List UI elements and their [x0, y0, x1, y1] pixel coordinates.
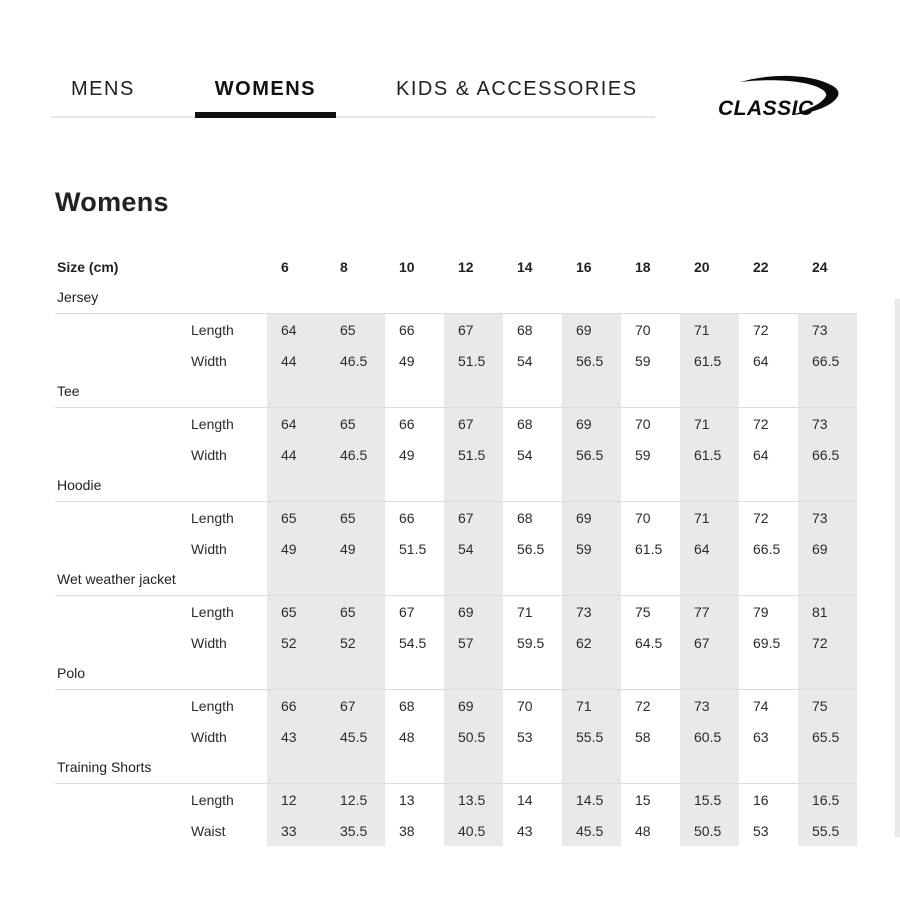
section-row: [55, 564, 857, 596]
empty-cell: [444, 376, 503, 408]
measure-row: [55, 784, 857, 816]
measure-label: Length: [191, 321, 234, 338]
size-value: 51.5: [399, 540, 427, 557]
measure-row: [55, 627, 857, 658]
empty-cell: [503, 658, 562, 690]
empty-cell: [267, 282, 326, 314]
empty-cell: [739, 752, 798, 784]
size-value: 71: [517, 603, 533, 620]
size-value: 69: [562, 502, 621, 534]
size-value: 50.5: [680, 815, 739, 846]
empty-cell: [444, 282, 503, 314]
size-column-header: 14: [517, 259, 533, 275]
logo-text: CLASSIC: [718, 97, 814, 120]
size-value: 70: [635, 415, 651, 432]
size-value: 66: [267, 690, 326, 722]
spacer-cell: [55, 721, 190, 752]
spacer-cell: [55, 439, 190, 470]
size-guide-table: [55, 252, 857, 846]
empty-cell: [680, 470, 739, 502]
size-column-header: 12: [458, 259, 474, 275]
section-row: [55, 376, 857, 408]
empty-cell: [739, 282, 798, 314]
size-value: 67: [444, 502, 503, 534]
size-value: 48: [635, 822, 651, 839]
spacer-cell: [55, 314, 190, 346]
empty-cell: [621, 752, 680, 784]
empty-cell: [621, 470, 680, 502]
empty-cell: [503, 752, 562, 784]
size-value: 60.5: [680, 721, 739, 752]
size-value: 67: [326, 690, 385, 722]
measure-row: [55, 721, 857, 752]
classic-brand-logo: [692, 66, 882, 128]
empty-cell: [621, 564, 680, 596]
empty-cell: [385, 752, 444, 784]
size-column-header: 10: [399, 259, 415, 275]
size-value: 64: [753, 352, 769, 369]
empty-cell: [444, 564, 503, 596]
measure-row: [55, 533, 857, 564]
size-column-header: 6: [281, 259, 289, 275]
spacer-cell: [55, 502, 190, 534]
size-value: 55.5: [562, 721, 621, 752]
size-value: 64: [680, 533, 739, 564]
size-cm-label: Size (cm): [57, 259, 119, 275]
size-value: 54: [517, 352, 533, 369]
empty-cell: [326, 564, 385, 596]
size-value: 72: [753, 415, 769, 432]
measure-label: Length: [191, 697, 234, 714]
size-value: 44: [267, 345, 326, 376]
section-row: [55, 658, 857, 690]
empty-cell: [267, 658, 326, 690]
size-value: 49: [326, 533, 385, 564]
section-row: [55, 282, 857, 314]
size-value: 15: [635, 791, 651, 808]
size-value: 14.5: [562, 784, 621, 816]
size-value: 46.5: [326, 345, 385, 376]
empty-cell: [562, 564, 621, 596]
empty-cell: [385, 564, 444, 596]
size-value: 68: [517, 415, 533, 432]
empty-cell: [385, 376, 444, 408]
measure-label: Width: [191, 728, 227, 745]
size-value: 38: [399, 822, 415, 839]
size-column-header: 8: [340, 259, 348, 275]
size-value: 72: [635, 697, 651, 714]
empty-cell: [444, 470, 503, 502]
top-nav: [51, 78, 882, 128]
size-value: 68: [399, 697, 415, 714]
tab-mens[interactable]: MENS: [51, 78, 155, 116]
spacer-cell: [55, 345, 190, 376]
empty-cell: [798, 752, 857, 784]
empty-cell: [562, 470, 621, 502]
size-value: 70: [517, 697, 533, 714]
section-name: Wet weather jacket: [55, 564, 267, 596]
empty-cell: [680, 658, 739, 690]
size-value: 53: [753, 822, 769, 839]
measure-label: Length: [191, 603, 234, 620]
measure-label: Width: [191, 634, 227, 651]
spacer-cell: [55, 690, 190, 722]
empty-cell: [680, 376, 739, 408]
size-value: 61.5: [635, 540, 663, 557]
empty-cell: [444, 752, 503, 784]
size-value: 73: [798, 408, 857, 440]
section-name: Training Shorts: [55, 752, 267, 784]
size-value: 54: [517, 446, 533, 463]
size-value: 45.5: [562, 815, 621, 846]
spacer-cell: [55, 784, 190, 816]
size-value: 65: [267, 596, 326, 628]
size-value: 66.5: [753, 540, 781, 557]
size-column-header: 20: [694, 259, 710, 275]
tab-kids-accessories[interactable]: KIDS & ACCESSORIES: [376, 78, 658, 116]
empty-cell: [326, 470, 385, 502]
empty-cell: [739, 564, 798, 596]
size-column-header: 16: [576, 259, 592, 275]
size-value: 72: [753, 509, 769, 526]
size-value: 54: [444, 533, 503, 564]
size-value: 56.5: [562, 345, 621, 376]
size-value: 81: [798, 596, 857, 628]
measure-row: [55, 314, 857, 346]
size-value: 65: [326, 408, 385, 440]
empty-cell: [562, 658, 621, 690]
size-value: 69: [562, 408, 621, 440]
empty-cell: [621, 658, 680, 690]
empty-cell: [385, 282, 444, 314]
size-value: 73: [562, 596, 621, 628]
size-value: 62: [562, 627, 621, 658]
size-value: 68: [517, 509, 533, 526]
size-value: 12.5: [326, 784, 385, 816]
measure-label: Width: [191, 446, 227, 463]
size-value: 67: [444, 314, 503, 346]
empty-cell: [503, 564, 562, 596]
size-value: 65.5: [798, 721, 857, 752]
empty-cell: [326, 376, 385, 408]
empty-cell: [798, 470, 857, 502]
size-value: 73: [680, 690, 739, 722]
size-value: 65: [326, 502, 385, 534]
empty-cell: [798, 658, 857, 690]
empty-cell: [680, 282, 739, 314]
size-value: 79: [753, 603, 769, 620]
empty-cell: [267, 752, 326, 784]
size-value: 72: [753, 321, 769, 338]
size-value: 69: [798, 533, 857, 564]
size-value: 44: [267, 439, 326, 470]
tab-womens[interactable]: WOMENS: [195, 78, 336, 116]
measure-row: [55, 345, 857, 376]
size-value: 75: [798, 690, 857, 722]
size-value: 59.5: [517, 634, 545, 651]
size-value: 65: [326, 596, 385, 628]
page-title: Womens: [55, 187, 169, 217]
size-value: 70: [635, 509, 651, 526]
section-name: Polo: [55, 658, 267, 690]
size-value: 69.5: [753, 634, 781, 651]
spacer-cell: [55, 408, 190, 440]
size-value: 59: [635, 446, 651, 463]
measure-label: Length: [191, 415, 234, 432]
size-value: 71: [680, 314, 739, 346]
size-value: 66.5: [798, 439, 857, 470]
size-value: 56.5: [517, 540, 545, 557]
empty-cell: [503, 470, 562, 502]
empty-cell: [385, 658, 444, 690]
empty-cell: [680, 752, 739, 784]
size-value: 52: [267, 627, 326, 658]
size-value: 73: [798, 314, 857, 346]
size-value: 45.5: [326, 721, 385, 752]
empty-cell: [326, 752, 385, 784]
measure-label: Width: [191, 352, 227, 369]
size-value: 64: [267, 314, 326, 346]
spacer-cell: [55, 596, 190, 628]
size-value: 49: [399, 446, 415, 463]
empty-cell: [798, 564, 857, 596]
size-value: 59: [635, 352, 651, 369]
measure-row: [55, 815, 857, 846]
size-value: 51.5: [444, 439, 503, 470]
size-value: 40.5: [444, 815, 503, 846]
empty-cell: [621, 376, 680, 408]
size-column-header: 24: [812, 259, 828, 275]
measure-label: Width: [191, 540, 227, 557]
empty-cell: [503, 376, 562, 408]
spacer-cell: [55, 533, 190, 564]
empty-cell: [739, 658, 798, 690]
empty-cell: [385, 470, 444, 502]
measure-label: Length: [191, 791, 234, 808]
size-value: 66: [399, 321, 415, 338]
size-column-header: 18: [635, 259, 651, 275]
size-value: 71: [562, 690, 621, 722]
size-value: 49: [399, 352, 415, 369]
overflow-column-stripe: [895, 299, 900, 837]
size-value: 54.5: [399, 634, 427, 651]
size-value: 73: [798, 502, 857, 534]
size-value: 64: [753, 446, 769, 463]
empty-cell: [621, 282, 680, 314]
size-value: 33: [267, 815, 326, 846]
empty-cell: [562, 282, 621, 314]
size-value: 12: [267, 784, 326, 816]
size-value: 43: [267, 721, 326, 752]
size-value: 65: [326, 314, 385, 346]
size-value: 66.5: [798, 345, 857, 376]
empty-cell: [503, 282, 562, 314]
size-value: 58: [635, 728, 651, 745]
empty-cell: [739, 470, 798, 502]
spacer-cell: [55, 627, 190, 658]
size-value: 74: [753, 697, 769, 714]
size-value: 70: [635, 321, 651, 338]
empty-cell: [798, 282, 857, 314]
category-tabs: [51, 78, 655, 118]
size-value: 46.5: [326, 439, 385, 470]
empty-cell: [444, 658, 503, 690]
size-value: 49: [267, 533, 326, 564]
measure-label: Waist: [191, 822, 226, 839]
size-value: 51.5: [444, 345, 503, 376]
measure-row: [55, 690, 857, 722]
size-value: 35.5: [326, 815, 385, 846]
size-value: 55.5: [798, 815, 857, 846]
size-value: 75: [635, 603, 651, 620]
size-value: 72: [798, 627, 857, 658]
size-value: 69: [444, 690, 503, 722]
size-value: 63: [753, 728, 769, 745]
size-value: 77: [680, 596, 739, 628]
empty-cell: [798, 376, 857, 408]
size-value: 43: [517, 822, 533, 839]
measure-row: [55, 408, 857, 440]
empty-cell: [680, 564, 739, 596]
size-value: 53: [517, 728, 533, 745]
measure-label: Length: [191, 509, 234, 526]
size-value: 16: [753, 791, 769, 808]
empty-cell: [739, 376, 798, 408]
empty-cell: [267, 470, 326, 502]
measure-row: [55, 596, 857, 628]
spacer-cell: [55, 815, 190, 846]
size-value: 64: [267, 408, 326, 440]
size-value: 69: [444, 596, 503, 628]
empty-cell: [326, 282, 385, 314]
section-name: Jersey: [55, 282, 267, 314]
size-value: 67: [680, 627, 739, 658]
size-value: 61.5: [680, 345, 739, 376]
size-value: 65: [267, 502, 326, 534]
size-value: 66: [399, 509, 415, 526]
size-value: 57: [444, 627, 503, 658]
size-value: 48: [399, 728, 415, 745]
size-value: 13: [399, 791, 415, 808]
size-value: 15.5: [680, 784, 739, 816]
size-value: 50.5: [444, 721, 503, 752]
size-column-header: 22: [753, 259, 769, 275]
empty-cell: [562, 752, 621, 784]
size-value: 16.5: [798, 784, 857, 816]
size-value: 68: [517, 321, 533, 338]
size-value: 56.5: [562, 439, 621, 470]
size-header-row: [55, 252, 857, 282]
empty-cell: [562, 376, 621, 408]
section-row: [55, 470, 857, 502]
size-value: 66: [399, 415, 415, 432]
section-name: Hoodie: [55, 470, 267, 502]
section-name: Tee: [55, 376, 267, 408]
empty-cell: [267, 564, 326, 596]
size-value: 14: [517, 791, 533, 808]
size-value: 64.5: [635, 634, 663, 651]
size-value: 61.5: [680, 439, 739, 470]
measure-row: [55, 502, 857, 534]
size-value: 69: [562, 314, 621, 346]
size-table-body: [55, 282, 857, 846]
empty-cell: [326, 658, 385, 690]
size-value: 13.5: [444, 784, 503, 816]
size-value: 67: [399, 603, 415, 620]
size-value: 71: [680, 502, 739, 534]
measure-row: [55, 439, 857, 470]
size-value: 67: [444, 408, 503, 440]
size-value: 59: [562, 533, 621, 564]
section-row: [55, 752, 857, 784]
empty-cell: [267, 376, 326, 408]
size-value: 71: [680, 408, 739, 440]
size-value: 52: [326, 627, 385, 658]
